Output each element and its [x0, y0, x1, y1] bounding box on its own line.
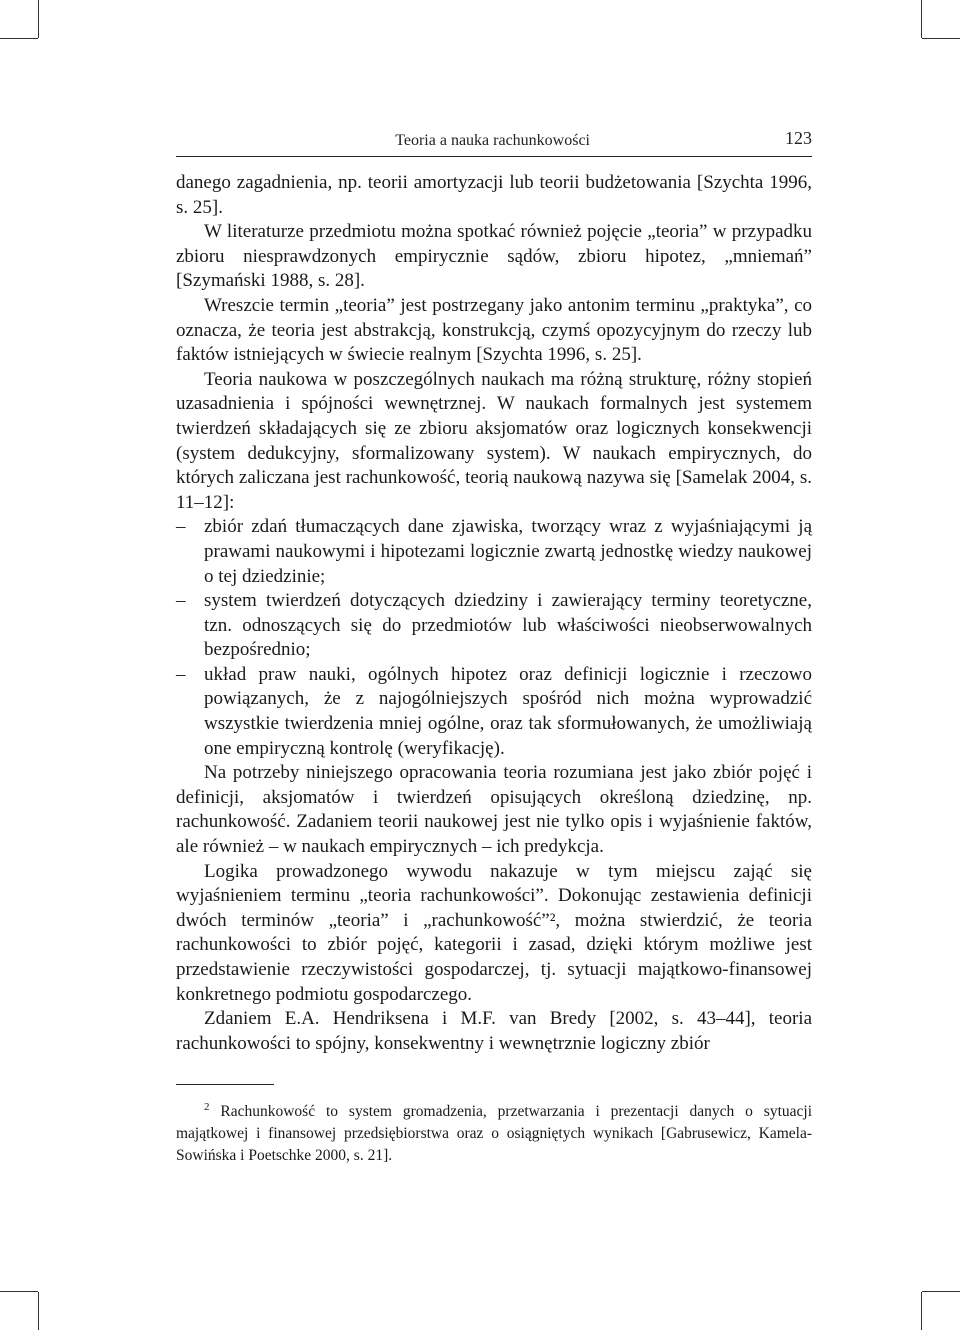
list-item-text: zbiór zdań tłumaczących dane zjawiska, tworzący wraz z wyjaśniającymi ją prawami naukowymi i hipotezami logicznie zwartą jednostkę wiedzy naukowej o tej dziedzinie;	[204, 516, 812, 587]
bullet-dash: –	[176, 516, 186, 538]
bullet-list	[176, 515, 812, 761]
page-number: 123	[785, 128, 812, 148]
running-title: Teoria a nauka rachunkowości	[395, 132, 590, 149]
list-item-text: układ praw nauki, ogólnych hipotez oraz definicji logicznie i rzeczowo powiązanych, że z najogólniejszych spośród nich można wyprowadzić wszystkie twierdzenia mniej ogólne, oraz tak sformułowanych, że umożliwiają one empiryczną kontrolę (weryfikację).	[204, 663, 812, 759]
bullet-dash: –	[176, 590, 186, 612]
crop-mark	[921, 1292, 922, 1330]
footnote-rule	[176, 1084, 274, 1085]
body-text	[176, 171, 812, 1056]
list-item	[176, 663, 812, 761]
paragraph: Na potrzeby niniejszego opracowania teoria rozumiana jest jako zbiór pojęć i definicji, aksjomatów i twierdzeń opisujących określoną dziedzinę, np. rachunkowość. Zadaniem teorii naukowej jest nie tylko opis i wyjaśnienie faktów, ale również – w naukach empirycznych – ich predykcja.	[176, 762, 812, 858]
list-item	[176, 515, 812, 589]
crop-mark	[38, 0, 39, 38]
footnote-marker: 2	[204, 1101, 210, 1113]
bullet-dash: –	[176, 663, 186, 685]
crop-mark	[38, 1292, 39, 1330]
paragraph: danego zagadnienia, np. teorii amortyzacji lub teorii budżetowania [Szychta 1996, s. 25].	[176, 172, 812, 218]
footnote-text: Rachunkowość to system gromadzenia, przetwarzania i prezentacji danych o sytuacji majątkowej i finansowej przedsiębiorstwa oraz o osiągniętych wynikach [Gabrusewicz, Kamela-Sowińska i Poetschke 2000, s. 21].	[176, 1103, 812, 1165]
crop-mark	[921, 0, 922, 38]
paragraph: W literaturze przedmiotu można spotkać również pojęcie „teoria” w przypadku zbioru niesprawdzonych empirycznie sądów, zbioru hipotez, „mniemań” [Szymański 1988, s. 28].	[176, 221, 812, 292]
crop-mark	[922, 38, 960, 39]
paragraph: Zdaniem E.A. Hendriksena i M.F. van Bredy [2002, s. 43–44], teoria rachunkowości to spójny, konsekwentny i wewnętrznie logiczny zbiór	[176, 1008, 812, 1054]
footnote	[176, 1096, 812, 1167]
crop-mark	[922, 1291, 960, 1292]
paragraph: Logika prowadzonego wywodu nakazuje w tym miejscu zająć się wyjaśnieniem terminu „teoria rachunkowości”. Dokonując zestawienia definicji dwóch terminów „teoria” i „rachunkowość”², można stwierdzić, że teoria rachunkowości to zbiór pojęć, kategorii i zasad, dzięki którym możliwe jest przedstawienie rzeczywistości gospodarczej, tj. sytuacji majątkowo-finansowej konkretnego podmiotu gospodarczego.	[176, 860, 812, 1005]
page-header	[176, 128, 812, 157]
crop-mark	[0, 1291, 38, 1292]
list-item	[176, 589, 812, 663]
paragraph: Teoria naukowa w poszczególnych naukach ma różną strukturę, różny stopień uzasadnienia i spójności wewnętrznej. W naukach formalnych jest systemem twierdzeń składających się ze zbioru aksjomatów oraz logicznych konsekwencji (system dedukcyjny, sformalizowany system). W naukach empirycznych, do których zaliczana jest rachunkowość, teorią naukową nazywa się [Samelak 2004, s. 11–12]:	[176, 368, 812, 513]
crop-mark	[0, 38, 38, 39]
list-item-text: system twierdzeń dotyczących dziedziny i zawierający terminy teoretyczne, tzn. odnoszących się do przedmiotów lub właściwości nieobserwowalnych bezpośrednio;	[204, 590, 812, 661]
paragraph: Wreszcie termin „teoria” jest postrzegany jako antonim terminu „praktyka”, co oznacza, że teoria jest abstrakcją, konstrukcją, czymś opozycyjnym do rzeczy lub faktów istniejących w świecie realnym [Szychta 1996, s. 25].	[176, 294, 812, 366]
